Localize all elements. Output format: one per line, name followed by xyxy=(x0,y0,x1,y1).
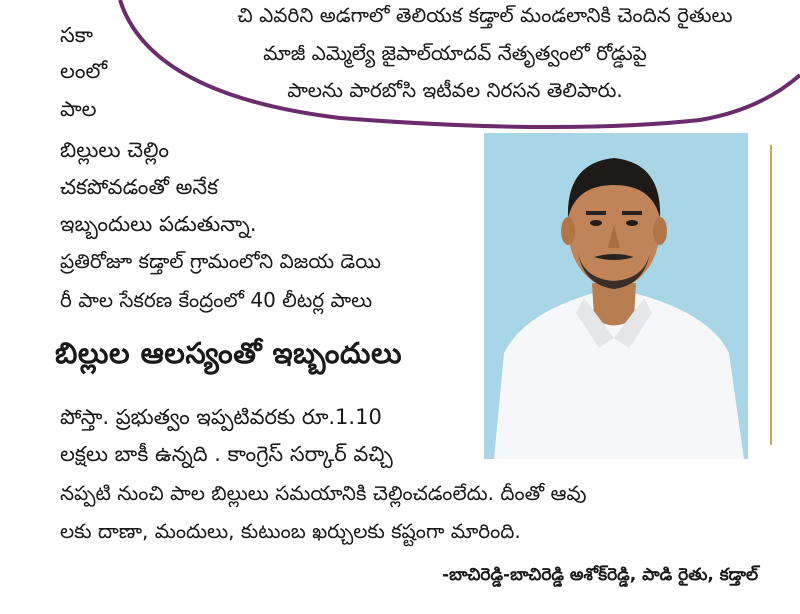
body-line: రీ పాల సేకరణ కేంద్రంలో 40 లీటర్ల పాలు xyxy=(60,288,373,312)
body-line: ఇబ్బందులు పడుతున్నా. xyxy=(60,212,257,236)
body-line: బిల్లులు చెల్లిం xyxy=(60,138,170,162)
body-line: చకపోవడంతో అనేక xyxy=(60,175,219,199)
body-line: లక్షలు బాకీ ఉన్నది . కాంగ్రెస్ సర్కార్ వచ్చి xyxy=(60,442,393,466)
body-line: లంలో xyxy=(60,59,108,83)
quote-line: చి ఎవరిని అడగాలో తెలియక కడ్తాల్ మండలానికి చెందిన రైతులు xyxy=(237,3,733,27)
body-line: సకా xyxy=(60,23,93,47)
quote-line: పాలను పారబోసి ఇటీవల నిరసన తెలిపారు. xyxy=(287,78,623,102)
body-line: ప్రతిరోజూ కడ్తాల్ గ్రామంలోని విజయ డెయి xyxy=(60,249,381,273)
body-line: పాల xyxy=(60,97,97,121)
column-rule xyxy=(770,145,772,445)
portrait-photo xyxy=(484,133,748,459)
person-portrait-image xyxy=(484,133,748,459)
body-line: నప్పటి నుంచి పాల బిల్లులు సమయానికి చెల్లించడంలేదు. దీంతో ఆవు xyxy=(60,481,587,505)
byline: -బాచిరెడ్డి-బాచిరెడ్డి అశోక్‌రెడ్డి, పాడి రైతు, కడ్తాల్ xyxy=(442,565,758,585)
body-line: లకు దాణా, మందులు, కుటుంబ ఖర్చులకు కష్టంగా మారింది. xyxy=(60,519,521,543)
body-line: పోస్తా. ప్రభుత్వం ఇప్పటివరకు రూ.1.10 xyxy=(60,405,382,429)
headline: బిల్లుల ఆలస్యంతో ఇబ్బందులు xyxy=(55,336,403,370)
quote-line: మాజీ ఎమ్మెల్యే జైపాల్‌యాదవ్ నేతృత్వంలో రోడ్డుపై xyxy=(263,41,647,65)
